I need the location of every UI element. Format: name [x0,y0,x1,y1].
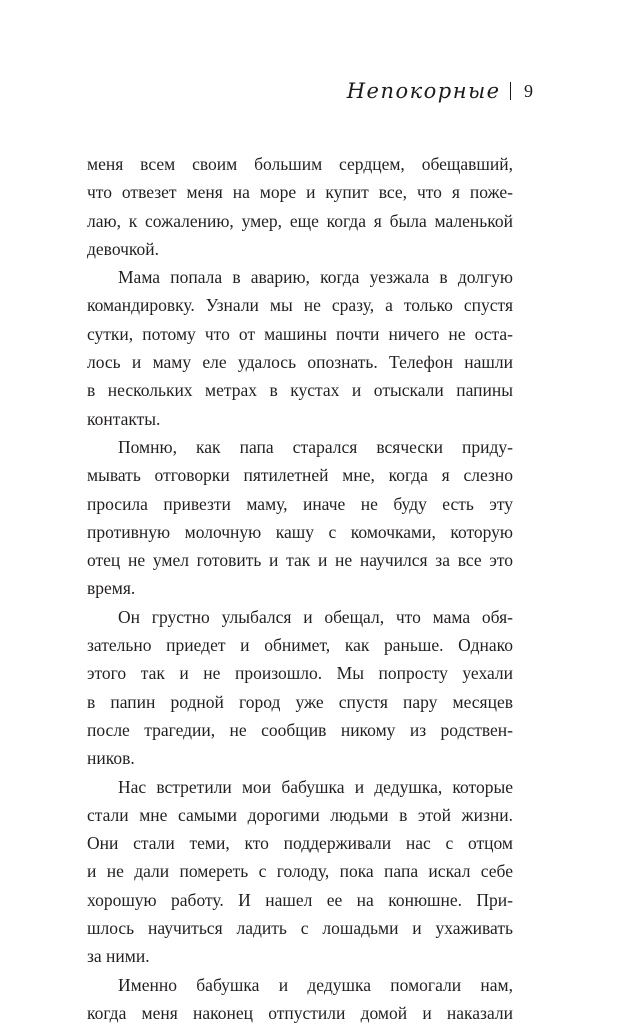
text-line: Мама попала в аварию, когда уезжала в долгую [118,267,513,288]
text-line: Он грустно улыбался и обещал, что мама обя- [118,606,513,627]
text-line: просила привезти маму, иначе не буду есть эту [87,493,513,514]
text-line: противную молочную кашу с комочками, которую [87,521,513,542]
text-line: лось и маму еле удалось опознать. Телефон нашли [87,352,513,373]
text-line: ников. [87,748,135,769]
paragraph [87,263,513,433]
text-line: когда меня наконец отпустили домой и наказали [87,1002,513,1023]
text-line: лаю, к сожалению, умер, еще когда я была маленькой [87,210,513,231]
text-line: Они стали теми, кто поддерживали нас с отцом [87,833,513,854]
text-line: за ними. [87,946,150,967]
text-line: после трагедии, не сообщив никому из родствен- [87,719,513,740]
text-line: в папин родной город уже спустя пару месяцев [87,691,513,712]
text-line: и не дали помереть с голоду, пока папа искал себе [87,861,513,882]
text-line: зательно приедет и обнимет, как раньше. Однако [87,635,513,656]
header-divider [510,82,511,100]
text-line: контакты. [87,408,161,429]
text-line: этого так и не произошло. Мы попросту уехали [87,663,513,684]
paragraph [87,773,513,971]
text-line: стали мне самыми дорогими людьми в этой жизни. [87,804,513,825]
text-line: Именно бабушка и дедушка помогали нам, [118,974,513,995]
text-line: Помню, как папа старался всячески приду- [118,436,513,457]
paragraph [87,971,513,1027]
running-head [347,74,533,108]
book-title: Непокорные [346,79,501,103]
text-line: командировку. Узнали мы не сразу, а только спустя [87,295,513,316]
text-line: в нескольких метрах в кустах и отыскали папины [87,380,513,401]
text-line: мывать отговорки пятилетней мне, когда я слезно [87,465,513,486]
paragraph [87,433,513,603]
text-line: девочкой. [87,238,160,259]
text-line: хорошую работу. И нашел ее на конюшне. При- [87,889,513,910]
text-line: что отвезет меня на море и купит все, что я поже- [87,182,513,203]
text-line: шлось научиться ладить с лошадьми и ухаживать [87,918,513,939]
text-line: Нас встретили мои бабушка и дедушка, которые [118,776,513,797]
body-text [87,150,513,1027]
text-line: отец не умел готовить и так и не научился за все это [87,550,513,571]
paragraph [87,603,513,773]
paragraph [87,150,513,263]
page-number: 9 [524,80,533,101]
text-line: время. [87,578,136,599]
text-line: сутки, потому что от машины почти ничего не оста- [87,323,513,344]
text-line: меня всем своим большим сердцем, обещавший, [87,154,513,174]
